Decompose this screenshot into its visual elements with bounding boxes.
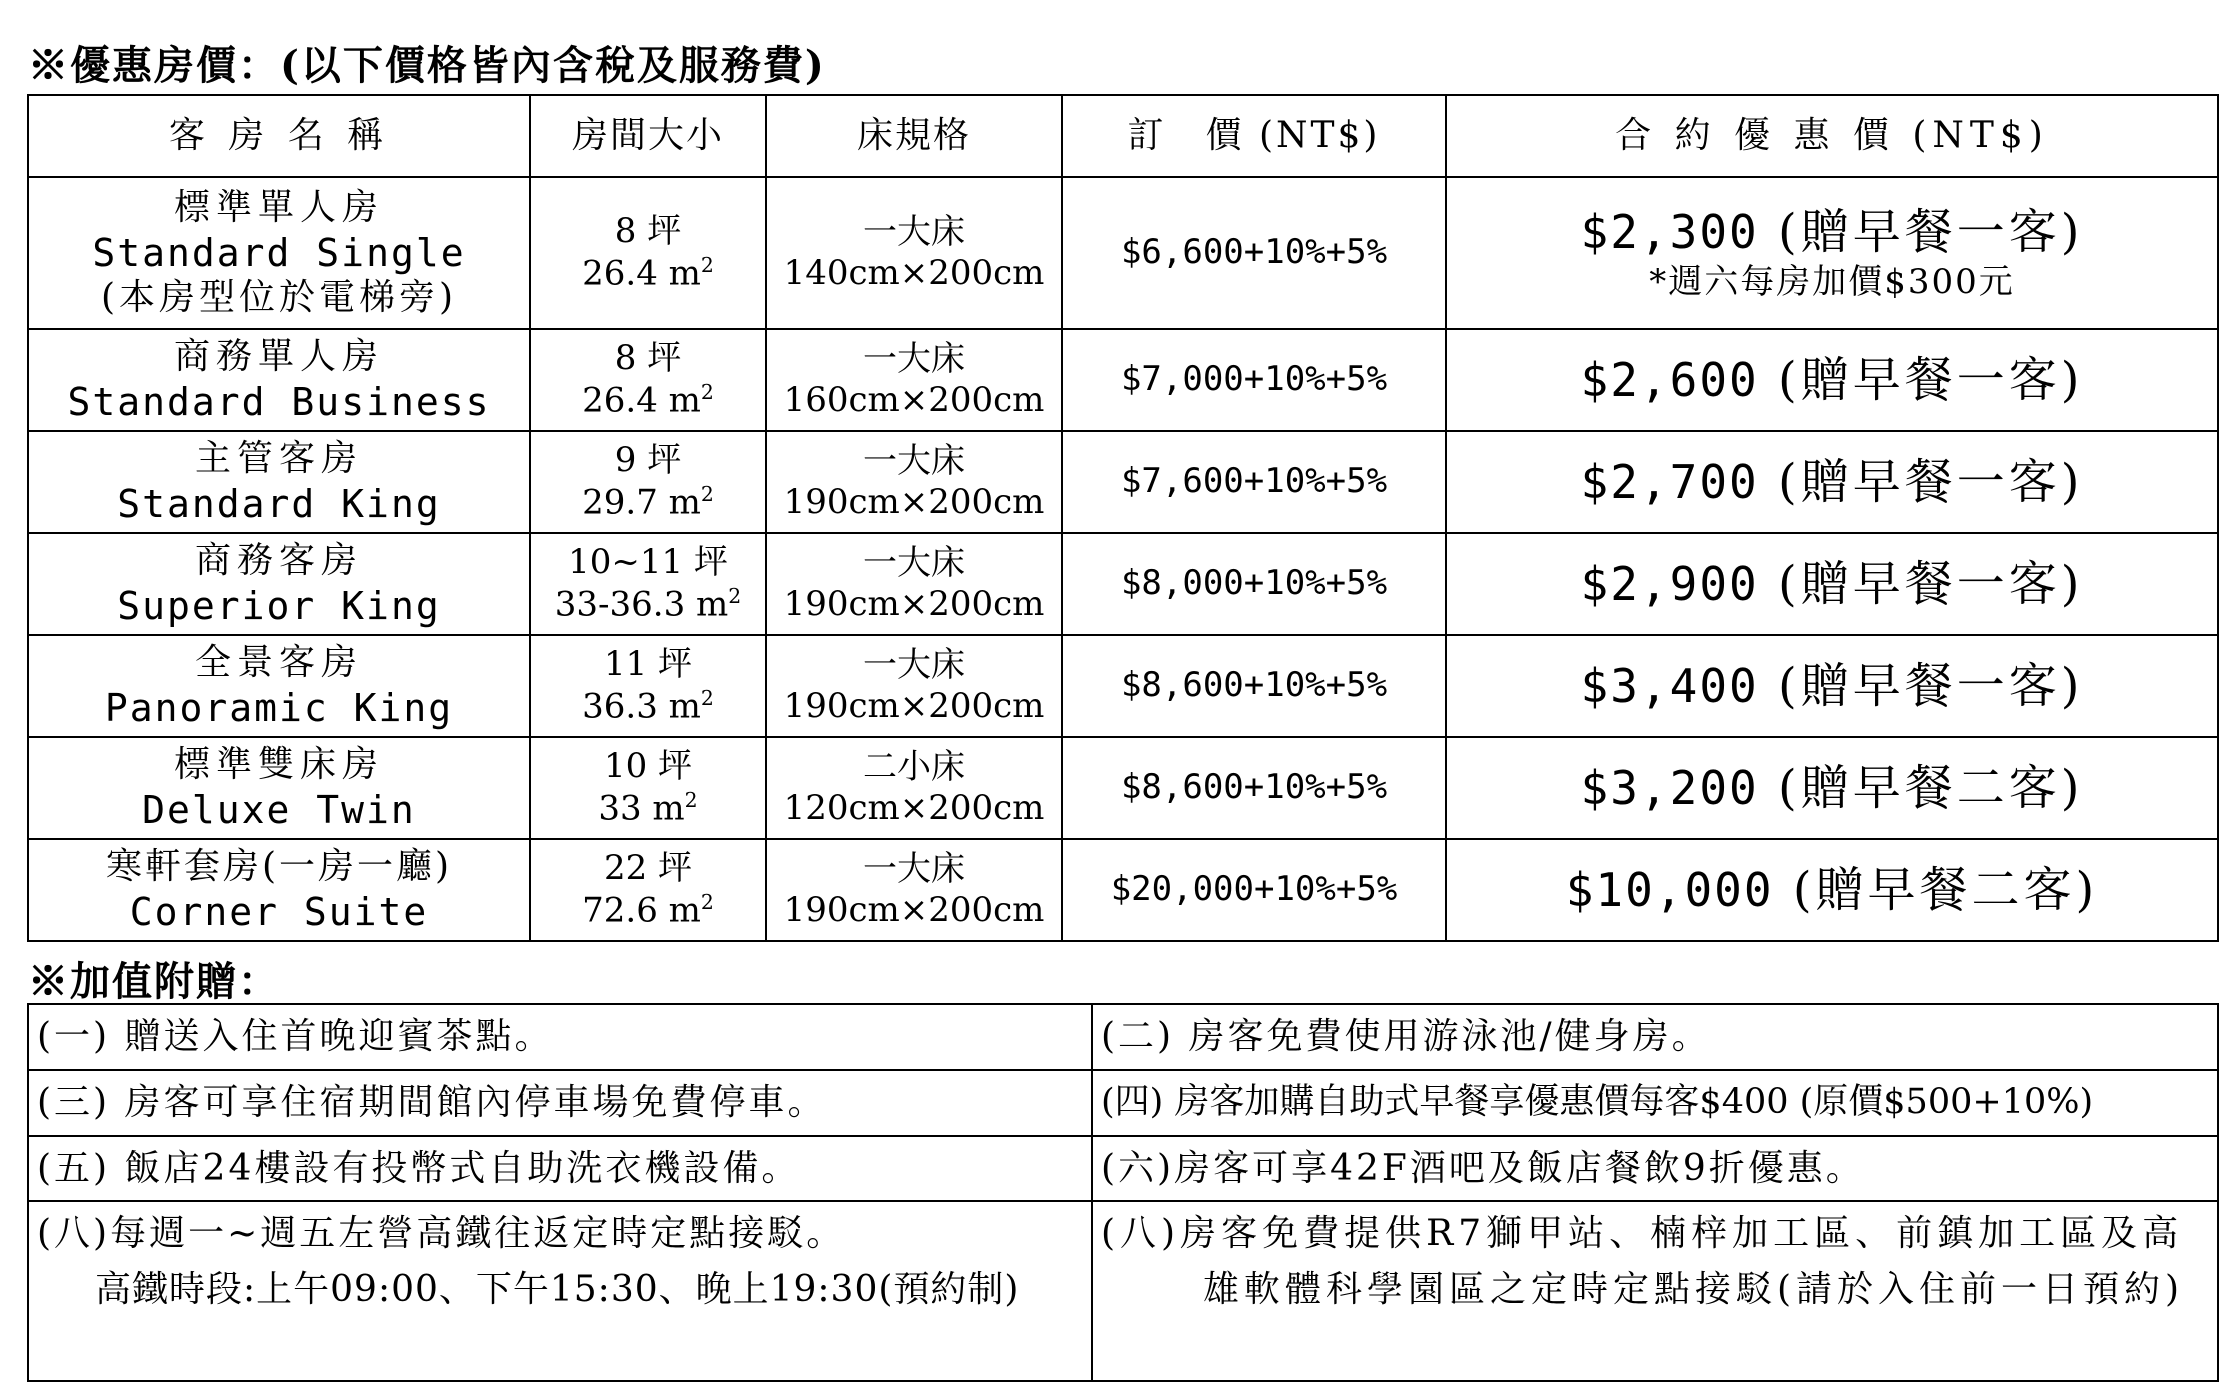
bed-type: 一大床 xyxy=(863,644,965,685)
contract-price-note: (贈早餐一客) xyxy=(1777,203,2084,260)
bed-type: 一大床 xyxy=(863,542,965,583)
contract-price-note: (贈早餐二客) xyxy=(1777,759,2084,816)
room-size-cell xyxy=(530,329,766,431)
contract-price-amount: $2,700 xyxy=(1580,454,1759,509)
room-size-ping: 8 坪 xyxy=(614,338,682,379)
room-size-sqm-wrap xyxy=(531,890,765,932)
bed-size: 160cm×200cm xyxy=(783,380,1045,420)
room-size-cell xyxy=(530,177,766,329)
bed-type: 一大床 xyxy=(863,848,965,889)
contract-price-cell xyxy=(1446,635,2218,737)
rates-table xyxy=(27,94,2219,942)
hsr-shuttle-text: (八)每週一~週五左營高鐵往返定時定點接駁。 xyxy=(37,1213,846,1255)
table-row xyxy=(28,329,2218,431)
room-name-zh: 商務客房 xyxy=(194,539,363,581)
room-size-cell xyxy=(530,431,766,533)
room-name-cell xyxy=(28,431,530,533)
extra-item-5: (五) 飯店24樓設有投幣式自助洗衣機設備。 xyxy=(28,1136,1092,1202)
contract-price-note: (贈早餐一客) xyxy=(1777,657,2084,714)
bed-size: 190cm×200cm xyxy=(783,686,1045,726)
extra-item-1: (一) 贈送入住首晚迎賓茶點。 xyxy=(28,1004,1092,1070)
contract-price-amount: $2,300 xyxy=(1580,204,1759,259)
room-name-cell xyxy=(28,329,530,431)
room-size-sqm-wrap xyxy=(531,788,765,830)
table-row xyxy=(28,1201,2218,1381)
room-name-cell xyxy=(28,737,530,839)
extra-item-6: (六)房客可享42F酒吧及飯店餐飲9折優惠。 xyxy=(1092,1136,2218,1202)
bed-type: 一大床 xyxy=(863,440,965,481)
bed-cell xyxy=(766,737,1062,839)
room-name-zh: 全景客房 xyxy=(194,641,363,683)
sqm-superscript: 2 xyxy=(684,787,698,812)
contract-price-note: (贈早餐二客) xyxy=(1792,861,2099,918)
header-bed-spec: 床規格 xyxy=(766,95,1062,177)
extra-item-hsr-shuttle xyxy=(28,1201,1092,1381)
contract-price-note: (贈早餐一客) xyxy=(1777,555,2084,612)
room-name-zh: 標準單人房 xyxy=(173,186,384,228)
header-room-name: 客 房 名 稱 xyxy=(28,95,530,177)
list-price: $7,600+10%+5% xyxy=(1062,431,1446,533)
list-price: $8,000+10%+5% xyxy=(1062,533,1446,635)
room-name-en: Standard Single xyxy=(92,230,466,275)
list-price: $8,600+10%+5% xyxy=(1062,635,1446,737)
bed-type: 一大床 xyxy=(863,338,965,379)
room-name-en: Standard Business xyxy=(67,379,491,424)
contract-price-amount: $3,400 xyxy=(1580,658,1759,713)
bed-cell xyxy=(766,431,1062,533)
room-name-zh: 商務單人房 xyxy=(173,335,384,377)
rates-header-row xyxy=(28,95,2218,177)
room-size-cell xyxy=(530,635,766,737)
contract-price-amount: $10,000 xyxy=(1565,862,1774,917)
saturday-surcharge-note: *週六每房加價$300元 xyxy=(1649,261,2015,302)
table-row xyxy=(28,533,2218,635)
bed-cell xyxy=(766,329,1062,431)
table-row xyxy=(28,839,2218,941)
room-size-sqm-wrap xyxy=(531,253,765,295)
room-name-en: Standard King xyxy=(117,481,441,526)
room-size-sqm: 72.6 m xyxy=(582,890,701,931)
room-size-cell xyxy=(530,839,766,941)
room-size-sqm: 33 m xyxy=(598,788,685,829)
room-size-sqm: 29.7 m xyxy=(582,482,701,523)
room-name-cell xyxy=(28,839,530,941)
contract-price-amount: $3,200 xyxy=(1580,760,1759,815)
room-name-zh: 標準雙床房 xyxy=(173,743,384,785)
sqm-superscript: 2 xyxy=(700,379,714,404)
sqm-superscript: 2 xyxy=(700,889,714,914)
room-size-cell xyxy=(530,737,766,839)
table-row xyxy=(28,737,2218,839)
contract-price-note: (贈早餐一客) xyxy=(1777,351,2084,408)
table-row xyxy=(28,635,2218,737)
room-size-sqm: 26.4 m xyxy=(582,380,701,421)
room-size-ping: 22 坪 xyxy=(603,848,693,889)
header-room-size: 房間大小 xyxy=(530,95,766,177)
contract-price-cell xyxy=(1446,839,2218,941)
sqm-superscript: 2 xyxy=(700,481,714,506)
room-size-sqm-wrap xyxy=(531,584,765,626)
contract-price-amount: $2,600 xyxy=(1580,352,1759,407)
extra-item-2: (二) 房客免費使用游泳池/健身房。 xyxy=(1092,1004,2218,1070)
room-size-sqm-wrap xyxy=(531,686,765,728)
room-size-sqm: 26.4 m xyxy=(582,253,701,294)
bed-size: 120cm×200cm xyxy=(783,788,1045,828)
room-name-cell xyxy=(28,177,530,329)
contract-price-cell xyxy=(1446,177,2218,329)
extras-section-title: ※加值附贈： xyxy=(28,958,280,1005)
list-price: $7,000+10%+5% xyxy=(1062,329,1446,431)
room-size-ping: 10~11 坪 xyxy=(568,542,728,583)
room-size-sqm-wrap xyxy=(531,482,765,524)
bed-cell xyxy=(766,839,1062,941)
room-size-ping: 10 坪 xyxy=(603,746,693,787)
extra-item-area-shuttle xyxy=(1092,1201,2218,1381)
room-name-en: Corner Suite xyxy=(129,889,429,934)
extra-item-3: (三) 房客可享住宿期間館內停車場免費停車。 xyxy=(28,1070,1092,1136)
room-name-cell xyxy=(28,635,530,737)
hsr-shuttle-times: 高鐵時段:上午09:00、下午15:30、晚上19:30(預約制) xyxy=(95,1269,1020,1311)
bed-size: 140cm×200cm xyxy=(783,253,1045,293)
extra-item-4: (四) 房客加購自助式早餐享優惠價每客$400 (原價$500+10%) xyxy=(1092,1070,2218,1136)
bed-size: 190cm×200cm xyxy=(783,584,1045,624)
bed-type: 二小床 xyxy=(863,746,965,787)
contract-price-cell xyxy=(1446,533,2218,635)
table-row xyxy=(28,1070,2218,1136)
room-size-sqm-wrap xyxy=(531,380,765,422)
bed-cell xyxy=(766,177,1062,329)
contract-price-cell xyxy=(1446,329,2218,431)
room-name-en: Deluxe Twin xyxy=(142,787,416,832)
rates-section-title: ※優惠房價：(以下價格皆內含稅及服務費) xyxy=(28,42,826,89)
extras-table xyxy=(27,1003,2219,1382)
room-name-cell xyxy=(28,533,530,635)
room-size-sqm: 36.3 m xyxy=(582,686,701,727)
bed-size: 190cm×200cm xyxy=(783,890,1045,930)
header-list-price: 訂 價 (NT$) xyxy=(1062,95,1446,177)
room-name-en: Panoramic King xyxy=(104,685,454,730)
contract-price-cell xyxy=(1446,431,2218,533)
room-name-zh: 主管客房 xyxy=(194,437,363,479)
room-name-en: Superior King xyxy=(117,583,441,628)
room-size-ping: 11 坪 xyxy=(603,644,693,685)
contract-price-note: (贈早餐一客) xyxy=(1777,453,2084,510)
room-size-ping: 9 坪 xyxy=(614,440,682,481)
room-size-sqm: 33-36.3 m xyxy=(554,584,729,625)
sqm-superscript: 2 xyxy=(728,583,742,608)
contract-price-amount: $2,900 xyxy=(1580,556,1759,611)
table-row xyxy=(28,1136,2218,1202)
table-row xyxy=(28,431,2218,533)
area-shuttle-text: (八)房客免費提供R7獅甲站、楠梓加工區、前鎮加工區及高雄軟體科學園區之定時定點接駁(請於入住前一日預約) xyxy=(1101,1213,2185,1311)
bed-type: 一大床 xyxy=(863,211,965,252)
bed-cell xyxy=(766,533,1062,635)
list-price: $6,600+10%+5% xyxy=(1062,177,1446,329)
header-contract-price: 合 約 優 惠 價 (NT$) xyxy=(1446,95,2218,177)
room-note: (本房型位於電梯旁) xyxy=(100,277,458,319)
table-row xyxy=(28,1004,2218,1070)
list-price: $8,600+10%+5% xyxy=(1062,737,1446,839)
sqm-superscript: 2 xyxy=(700,252,714,277)
table-row xyxy=(28,177,2218,329)
room-size-ping: 8 坪 xyxy=(614,211,682,252)
sqm-superscript: 2 xyxy=(700,685,714,710)
list-price: $20,000+10%+5% xyxy=(1062,839,1446,941)
room-size-cell xyxy=(530,533,766,635)
room-name-zh: 寒軒套房(一房一廳) xyxy=(105,845,453,887)
bed-cell xyxy=(766,635,1062,737)
bed-size: 190cm×200cm xyxy=(783,482,1045,522)
contract-price-cell xyxy=(1446,737,2218,839)
